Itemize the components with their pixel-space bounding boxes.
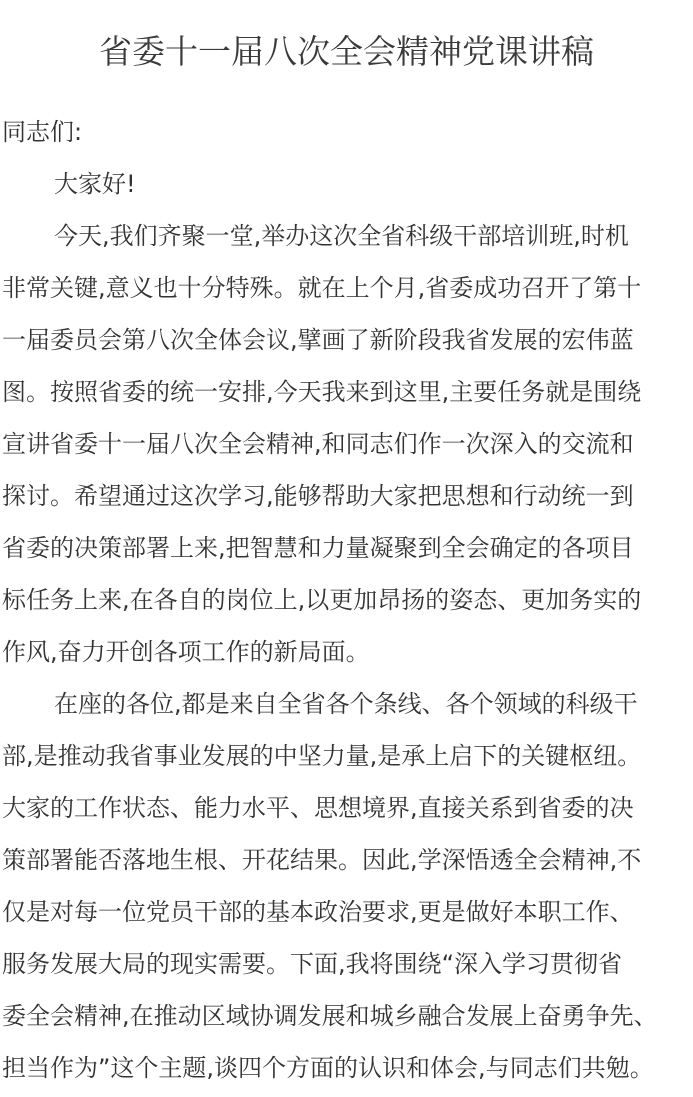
- text-line: 策部署能否落地生根、开花结果。因此,学深悟透全会精神,不: [2, 846, 642, 874]
- text-line: 探讨。希望通过这次学习,能够帮助大家把思想和行动统一到: [2, 482, 634, 510]
- text-line: 在座的各位,都是来自全省各个条线、各个领域的科级干: [54, 690, 638, 718]
- text-line: 图。按照省委的统一安排,今天我来到这里,主要任务就是围绕: [2, 378, 642, 406]
- text-line: 委全会精神,在推动区域协调发展和城乡融合发展上奋勇争先、: [2, 1002, 658, 1030]
- text-line: 部,是推动我省事业发展的中坚力量,是承上启下的关键枢纽。: [2, 742, 642, 770]
- text-line: 大家的工作状态、能力水平、思想境界,直接关系到省委的决: [2, 794, 634, 822]
- text-line: 一届委员会第八次全体会议,擘画了新阶段我省发展的宏伟蓝: [2, 326, 634, 354]
- text-line: 作风,奋力开创各项工作的新局面。: [2, 638, 370, 666]
- text-line: 省委的决策部署上来,把智慧和力量凝聚到全会确定的各项目: [2, 534, 634, 562]
- document-title: 省委十一届八次全会精神党课讲稿: [99, 32, 594, 71]
- text-line: 仅是对每一位党员干部的基本政治要求,更是做好本职工作、: [2, 898, 634, 926]
- text-line: 今天,我们齐聚一堂,举办这次全省科级干部培训班,时机: [54, 222, 629, 250]
- text-line: 非常关键,意义也十分特殊。就在上个月,省委成功召开了第十: [2, 274, 642, 302]
- text-line: 担当作为”这个主题,谈四个方面的认识和体会,与同志们共勉。: [2, 1054, 654, 1082]
- text-line: 标任务上来,在各自的岗位上,以更加昂扬的姿态、更加务实的: [2, 586, 642, 614]
- text-line: 服务发展大局的现实需要。下面,我将围绕“深入学习贯彻省: [2, 950, 623, 978]
- text-line: 同志们:: [2, 118, 83, 146]
- text-line: 大家好!: [54, 170, 136, 198]
- text-line: 宣讲省委十一届八次全会精神,和同志们作一次深入的交流和: [2, 430, 634, 458]
